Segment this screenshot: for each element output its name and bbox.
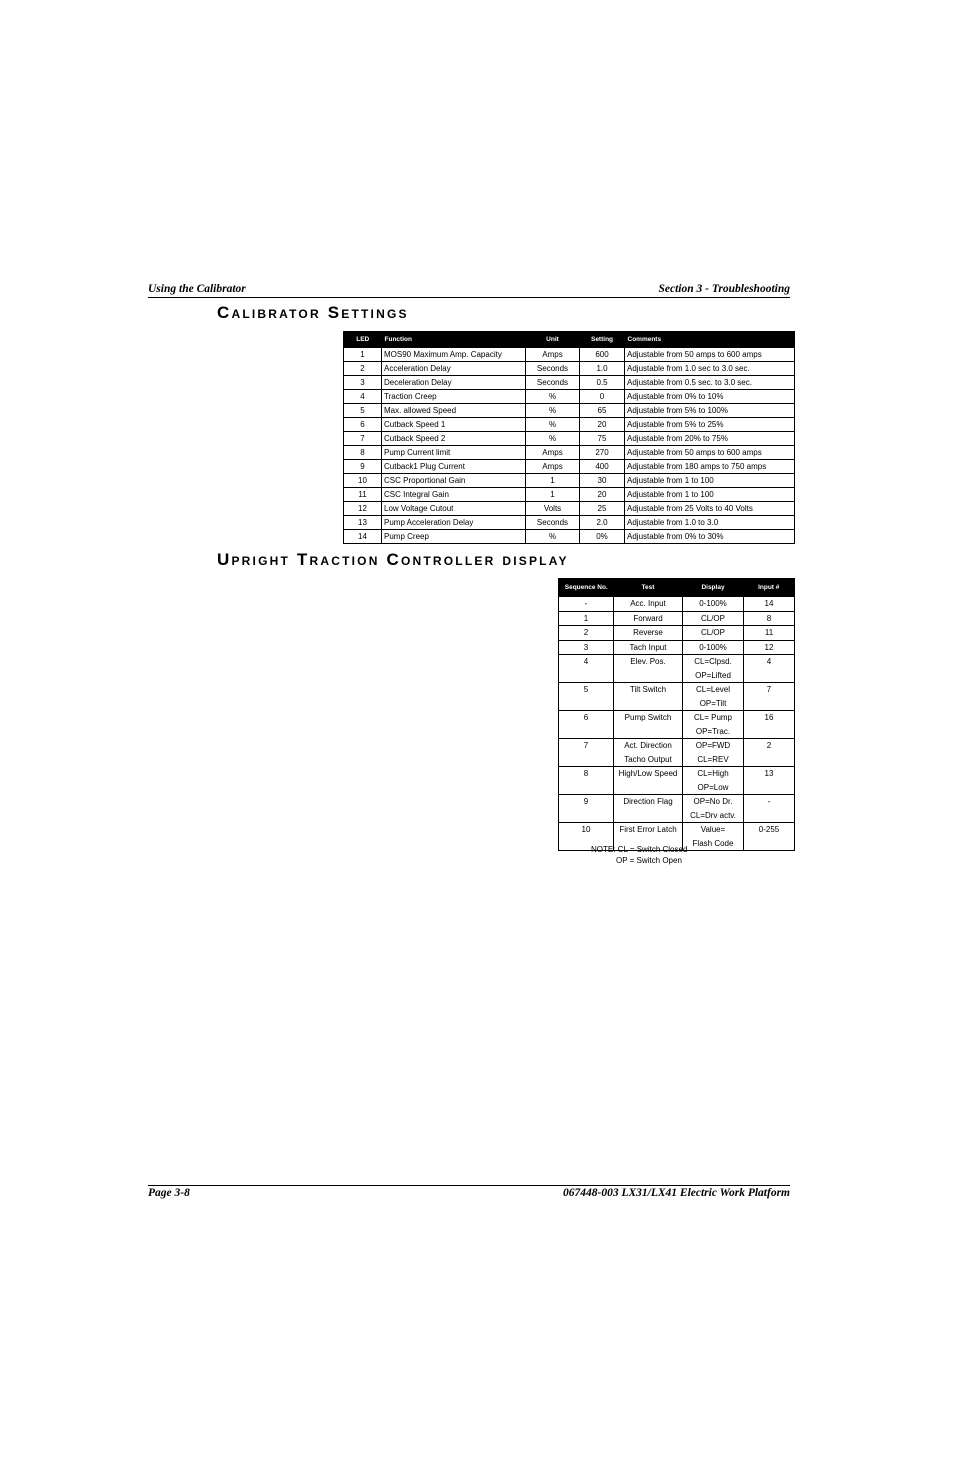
- calibrator-settings-table: [343, 331, 795, 544]
- display-line: CL=Level: [695, 685, 731, 694]
- display-cell: [683, 626, 744, 641]
- display-cell: [683, 597, 744, 612]
- input-cell: -: [744, 795, 795, 823]
- test-cell: [614, 626, 683, 641]
- table-row: [559, 640, 795, 655]
- upright-display-title: Upright Traction Controller display: [217, 550, 569, 569]
- display-line: OP=Trac.: [695, 726, 731, 736]
- unit-cell: %: [526, 418, 580, 432]
- display-cell: [683, 655, 744, 683]
- display-line: Value=: [700, 825, 726, 834]
- test-cell: [614, 597, 683, 612]
- setting-cell: 0.5: [580, 376, 625, 390]
- table-row: [344, 474, 795, 488]
- function-cell: Cutback1 Plug Current: [382, 460, 526, 474]
- display-cell: [683, 767, 744, 795]
- function-cell: Cutback Speed 1: [382, 418, 526, 432]
- note-line-1: NOTE: CL = Switch Closed: [591, 845, 688, 854]
- sequence-cell: 2: [559, 626, 614, 641]
- header-left: Using the Calibrator: [148, 283, 246, 295]
- test-cell: [614, 739, 683, 767]
- test-cell: [614, 683, 683, 711]
- setting-cell: 2.0: [580, 516, 625, 530]
- led-cell: 9: [344, 460, 382, 474]
- function-cell: Traction Creep: [382, 390, 526, 404]
- col-header-function: Function: [382, 332, 526, 348]
- display-cell: [683, 611, 744, 626]
- input-cell: 11: [744, 626, 795, 641]
- test-line: Reverse: [633, 628, 663, 637]
- function-cell: Pump Current limit: [382, 446, 526, 460]
- led-cell: 14: [344, 530, 382, 544]
- setting-cell: 65: [580, 404, 625, 418]
- function-cell: Max. allowed Speed: [382, 404, 526, 418]
- function-cell: Deceleration Delay: [382, 376, 526, 390]
- table-row: [344, 418, 795, 432]
- led-cell: 13: [344, 516, 382, 530]
- table-row: [344, 376, 795, 390]
- display-cell: [683, 795, 744, 823]
- table-row: [559, 767, 795, 795]
- function-cell: Cutback Speed 2: [382, 432, 526, 446]
- display-line: CL=Clpsd.: [694, 657, 732, 666]
- sequence-cell: 7: [559, 739, 614, 767]
- table-row: [559, 711, 795, 739]
- table-row: [344, 390, 795, 404]
- led-cell: 4: [344, 390, 382, 404]
- display-cell: [683, 711, 744, 739]
- sequence-cell: 9: [559, 795, 614, 823]
- function-cell: CSC Integral Gain: [382, 488, 526, 502]
- display-line: 0-100%: [699, 599, 727, 608]
- sequence-cell: -: [559, 597, 614, 612]
- note-line-2: OP = Switch Open: [616, 856, 682, 865]
- unit-cell: %: [526, 390, 580, 404]
- function-cell: Pump Acceleration Delay: [382, 516, 526, 530]
- comments-cell: Adjustable from 5% to 100%: [625, 404, 795, 418]
- input-cell: 2: [744, 739, 795, 767]
- setting-cell: 20: [580, 418, 625, 432]
- calibrator-table-body: [344, 348, 795, 544]
- unit-cell: Amps: [526, 348, 580, 362]
- col-header-test: Test: [614, 579, 683, 597]
- table-header-row: [344, 332, 795, 348]
- display-line: CL/OP: [700, 613, 725, 623]
- test-cell: [614, 611, 683, 626]
- col-header-sequence: Sequence No.: [559, 579, 614, 597]
- display-line: CL=REV: [697, 754, 729, 764]
- led-cell: 2: [344, 362, 382, 376]
- table-row: [344, 362, 795, 376]
- test-cell: [614, 655, 683, 683]
- sequence-cell: 6: [559, 711, 614, 739]
- setting-cell: 0: [580, 390, 625, 404]
- display-line: CL= Pump: [693, 713, 733, 722]
- setting-cell: 20: [580, 488, 625, 502]
- table-row: [559, 683, 795, 711]
- test-cell: [614, 640, 683, 655]
- display-cell: [683, 823, 744, 851]
- unit-cell: Volts: [526, 502, 580, 516]
- sequence-cell: 4: [559, 655, 614, 683]
- led-cell: 10: [344, 474, 382, 488]
- comments-cell: Adjustable from 0.5 sec. to 3.0 sec.: [625, 376, 795, 390]
- calibrator-settings-title: Calibrator Settings: [217, 303, 409, 322]
- led-cell: 5: [344, 404, 382, 418]
- sequence-cell: 8: [559, 767, 614, 795]
- display-cell: [683, 739, 744, 767]
- table-row: [344, 488, 795, 502]
- display-line: CL/OP: [700, 628, 725, 637]
- input-cell: 4: [744, 655, 795, 683]
- led-cell: 3: [344, 376, 382, 390]
- comments-cell: Adjustable from 1.0 sec to 3.0 sec.: [625, 362, 795, 376]
- table-row: [559, 611, 795, 626]
- col-header-led: LED: [344, 332, 382, 348]
- comments-cell: Adjustable from 0% to 30%: [625, 530, 795, 544]
- led-cell: 6: [344, 418, 382, 432]
- comments-cell: Adjustable from 180 amps to 750 amps: [625, 460, 795, 474]
- header-rule: [148, 297, 790, 298]
- comments-cell: Adjustable from 0% to 10%: [625, 390, 795, 404]
- test-line: Tach Input: [629, 642, 667, 652]
- display-line: OP=Tilt: [699, 698, 727, 708]
- test-line: Tilt Switch: [629, 685, 667, 694]
- col-header-unit: Unit: [526, 332, 580, 348]
- comments-cell: Adjustable from 50 amps to 600 amps: [625, 348, 795, 362]
- unit-cell: Amps: [526, 446, 580, 460]
- setting-cell: 600: [580, 348, 625, 362]
- upright-display-table: [558, 578, 795, 851]
- comments-cell: Adjustable from 1 to 100: [625, 474, 795, 488]
- function-cell: Pump Creep: [382, 530, 526, 544]
- footer-left: Page 3-8: [148, 1187, 190, 1199]
- led-cell: 8: [344, 446, 382, 460]
- led-cell: 7: [344, 432, 382, 446]
- comments-cell: Adjustable from 1.0 to 3.0: [625, 516, 795, 530]
- test-line: First Error Latch: [619, 825, 677, 834]
- table-row: [559, 739, 795, 767]
- display-line: OP=Lifted: [695, 670, 731, 680]
- unit-cell: 1: [526, 488, 580, 502]
- test-line: Forward: [633, 613, 663, 623]
- function-cell: Acceleration Delay: [382, 362, 526, 376]
- table-row: [559, 795, 795, 823]
- unit-cell: %: [526, 432, 580, 446]
- display-cell: [683, 683, 744, 711]
- footer-rule: [148, 1185, 790, 1186]
- test-line: Direction Flag: [623, 797, 673, 806]
- input-cell: 12: [744, 640, 795, 655]
- test-line: Act. Direction: [624, 741, 672, 750]
- function-cell: MOS90 Maximum Amp. Capacity: [382, 348, 526, 362]
- switch-note: [591, 844, 687, 866]
- comments-cell: Adjustable from 1 to 100: [625, 488, 795, 502]
- function-cell: Low Voltage Cutout: [382, 502, 526, 516]
- function-cell: CSC Proportional Gain: [382, 474, 526, 488]
- unit-cell: Seconds: [526, 376, 580, 390]
- setting-cell: 75: [580, 432, 625, 446]
- col-header-setting: Setting: [580, 332, 625, 348]
- display-line: Flash Code: [692, 838, 734, 848]
- test-line: Pump Switch: [624, 713, 672, 722]
- display-line: CL=High: [697, 769, 729, 778]
- led-cell: 1: [344, 348, 382, 362]
- setting-cell: 400: [580, 460, 625, 474]
- input-cell: 8: [744, 611, 795, 626]
- input-cell: 7: [744, 683, 795, 711]
- display-line: OP=No Dr.: [693, 797, 733, 806]
- display-cell: [683, 640, 744, 655]
- led-cell: 12: [344, 502, 382, 516]
- table-row: [344, 502, 795, 516]
- unit-cell: %: [526, 530, 580, 544]
- test-line: Acc. Input: [630, 599, 666, 608]
- test-cell: [614, 767, 683, 795]
- setting-cell: 1.0: [580, 362, 625, 376]
- setting-cell: 25: [580, 502, 625, 516]
- sequence-cell: 5: [559, 683, 614, 711]
- sequence-cell: 10: [559, 823, 614, 851]
- setting-cell: 270: [580, 446, 625, 460]
- table-row: [344, 432, 795, 446]
- setting-cell: 0%: [580, 530, 625, 544]
- comments-cell: Adjustable from 50 amps to 600 amps: [625, 446, 795, 460]
- comments-cell: Adjustable from 25 Volts to 40 Volts: [625, 502, 795, 516]
- unit-cell: Amps: [526, 460, 580, 474]
- test-line: Elev. Pos.: [630, 657, 666, 666]
- test-line: Tacho Output: [624, 754, 672, 764]
- test-line: High/Low Speed: [618, 769, 678, 778]
- table-row: [344, 460, 795, 474]
- test-cell: [614, 711, 683, 739]
- input-cell: 13: [744, 767, 795, 795]
- display-line: 0-100%: [699, 642, 727, 652]
- unit-cell: %: [526, 404, 580, 418]
- input-cell: 14: [744, 597, 795, 612]
- unit-cell: Seconds: [526, 362, 580, 376]
- footer-right: 067448-003 LX31/LX41 Electric Work Platform: [562, 1187, 790, 1199]
- led-cell: 11: [344, 488, 382, 502]
- comments-cell: Adjustable from 20% to 75%: [625, 432, 795, 446]
- display-line: OP=Low: [697, 782, 729, 792]
- sequence-cell: 1: [559, 611, 614, 626]
- unit-cell: Seconds: [526, 516, 580, 530]
- table-row: [344, 530, 795, 544]
- table-row: [559, 655, 795, 683]
- sequence-cell: 3: [559, 640, 614, 655]
- table-header-row: [559, 579, 795, 597]
- col-header-display: Display: [683, 579, 744, 597]
- table-row: [344, 516, 795, 530]
- table-row: [559, 626, 795, 641]
- setting-cell: 30: [580, 474, 625, 488]
- table-row: [344, 404, 795, 418]
- col-header-comments: Comments: [625, 332, 795, 348]
- input-cell: 16: [744, 711, 795, 739]
- test-cell: [614, 795, 683, 823]
- display-line: OP=FWD: [695, 741, 731, 750]
- table-row: [344, 446, 795, 460]
- table-row: [559, 597, 795, 612]
- input-cell: 0-255: [744, 823, 795, 851]
- unit-cell: 1: [526, 474, 580, 488]
- upright-table-body: [559, 597, 795, 851]
- header-right: Section 3 - Troubleshooting: [658, 283, 790, 295]
- display-line: CL=Drv actv.: [690, 810, 736, 820]
- comments-cell: Adjustable from 5% to 25%: [625, 418, 795, 432]
- table-row: [344, 348, 795, 362]
- col-header-input: Input #: [744, 579, 795, 597]
